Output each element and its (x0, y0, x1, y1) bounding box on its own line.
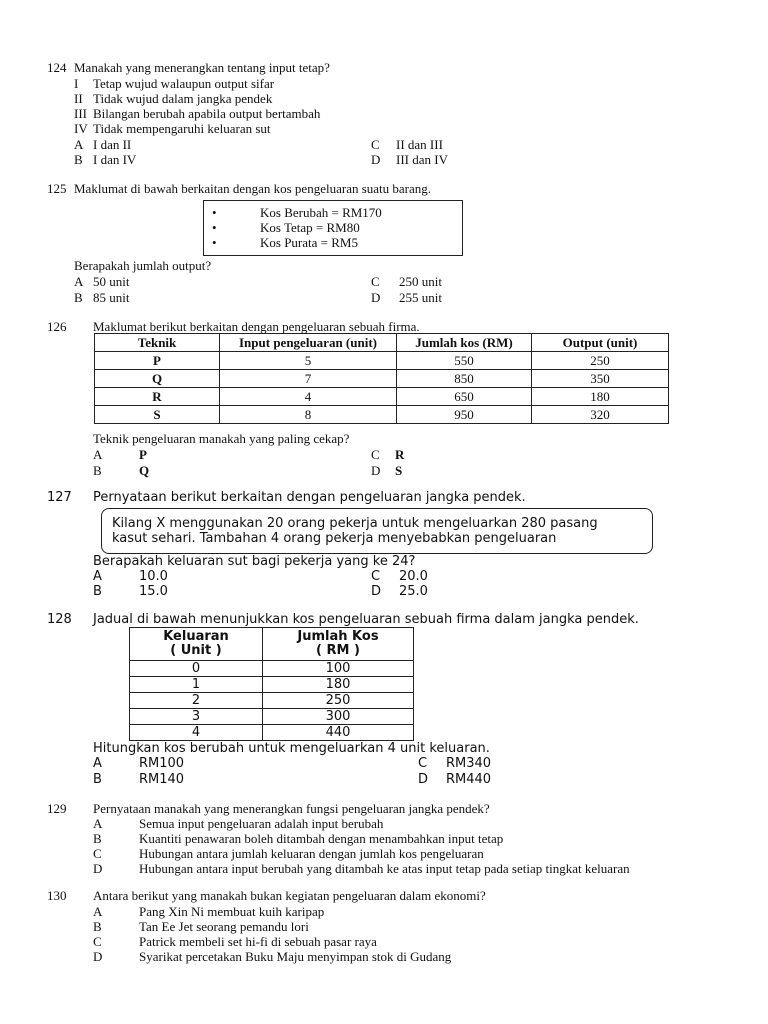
table-row (130, 693, 414, 709)
question-number: 127 (47, 490, 72, 505)
column-header: Input pengeluaran (unit) (220, 334, 397, 352)
header-line: Jumlah Kos (297, 629, 379, 644)
option-c[interactable]: 250 unit (399, 274, 442, 289)
option-c[interactable]: R (395, 447, 405, 462)
option-c[interactable]: Hubungan antara jumlah keluaran dengan jumlah kos pengeluaran (139, 846, 484, 861)
question-number: 130 (47, 888, 67, 903)
bullet-icon: • (212, 205, 217, 220)
table-cell: 2 (130, 693, 263, 709)
option-letter: B (93, 463, 102, 478)
option-a[interactable]: 10.0 (139, 569, 168, 584)
table-cell: 4 (130, 725, 263, 741)
option-b[interactable]: I dan IV (93, 152, 137, 167)
option-b[interactable]: 15.0 (139, 584, 168, 599)
option-a[interactable]: 50 unit (93, 274, 130, 289)
table-cell: 100 (263, 661, 414, 677)
table-cell: 3 (130, 709, 263, 725)
question-number: 125 (47, 181, 67, 196)
question-text: Maklumat di bawah berkaitan dengan kos pengeluaran suatu barang. (74, 181, 432, 196)
table-row (130, 709, 414, 725)
option-c[interactable]: Patrick membeli set hi-fi di sebuah pasar raya (139, 934, 377, 949)
table-row (95, 388, 669, 406)
option-letter: A (93, 569, 102, 584)
table-cell: 8 (220, 406, 397, 424)
statement-roman: I (74, 76, 79, 91)
option-letter: B (93, 584, 102, 599)
column-header: Teknik (95, 334, 220, 352)
option-letter: D (93, 949, 103, 964)
info-box (101, 508, 653, 554)
info-box (203, 200, 463, 256)
option-letter: C (371, 137, 380, 152)
option-d[interactable]: 255 unit (399, 290, 442, 305)
question-text: Pernyataan manakah yang menerangkan fungsi pengeluaran jangka pendek? (93, 801, 490, 816)
option-letter: B (74, 290, 83, 305)
column-header: Jumlah kos (RM) (397, 334, 532, 352)
production-table (94, 333, 669, 424)
table-cell: R (95, 388, 220, 406)
info-line: kasut sehari. Tambahan 4 orang pekerja menyebabkan pengeluaran (112, 531, 557, 546)
table-cell: 950 (397, 406, 532, 424)
table-row (95, 370, 669, 388)
option-letter: D (371, 290, 381, 305)
option-a[interactable]: I dan II (93, 137, 132, 152)
table-cell: Q (95, 370, 220, 388)
question-prompt: Berapakah keluaran sut bagi pekerja yang ke 24? (93, 554, 416, 569)
table-cell: 180 (263, 677, 414, 693)
statement-roman: II (74, 91, 83, 106)
statement-text: Bilangan berubah apabila output bertambah (93, 106, 321, 121)
table-row (130, 725, 414, 741)
table-row (95, 352, 669, 370)
question-text: Jadual di bawah menunjukkan kos pengeluaran sebuah firma dalam jangka pendek. (93, 612, 639, 627)
question-prompt: Berapakah jumlah output? (74, 258, 212, 273)
option-letter: D (371, 463, 381, 478)
option-letter: A (93, 904, 103, 919)
column-header (130, 628, 263, 661)
statement-roman: IV (74, 121, 88, 136)
option-b[interactable]: Q (139, 463, 150, 478)
option-letter: C (371, 447, 380, 462)
option-letter: B (93, 919, 102, 934)
option-letter: D (93, 861, 103, 876)
question-text: Manakah yang menerangkan tentang input tetap? (74, 60, 330, 75)
table-cell: 7 (220, 370, 397, 388)
option-c[interactable]: II dan III (396, 137, 443, 152)
option-b[interactable]: Kuantiti penawaran boleh ditambah dengan menambahkan input tetap (139, 831, 504, 846)
table-cell: 250 (532, 352, 669, 370)
info-item: Kos Purata = RM5 (260, 235, 358, 250)
bullet-icon: • (212, 235, 217, 250)
header-line: Keluaran (163, 629, 229, 644)
option-letter: C (371, 569, 381, 584)
table-header-row (95, 334, 669, 352)
header-line: ( RM ) (316, 643, 360, 658)
option-letter: A (74, 137, 84, 152)
column-header: Output (unit) (532, 334, 669, 352)
option-letter: D (371, 584, 382, 599)
option-c[interactable]: RM340 (446, 756, 492, 771)
table-cell: 0 (130, 661, 263, 677)
question-prompt: Hitungkan kos berubah untuk mengeluarkan 4 unit keluaran. (93, 741, 490, 756)
statement-text: Tidak mempengaruhi keluaran sut (93, 121, 271, 136)
question-number: 129 (47, 801, 67, 816)
option-a[interactable]: Semua input pengeluaran adalah input berubah (139, 816, 384, 831)
option-letter: C (418, 756, 428, 771)
table-cell: 250 (263, 693, 414, 709)
option-letter: B (74, 152, 83, 167)
table-cell: 440 (263, 725, 414, 741)
table-cell: S (95, 406, 220, 424)
statement-text: Tidak wujud dalam jangka pendek (93, 91, 273, 106)
option-b[interactable]: Tan Ee Jet seorang pemandu lori (139, 919, 309, 934)
table-cell: P (95, 352, 220, 370)
option-a[interactable]: Pang Xin Ni membuat kuih karipap (139, 904, 325, 919)
question-number: 128 (47, 612, 72, 627)
question-number: 126 (47, 319, 67, 334)
option-letter: B (93, 772, 102, 787)
option-letter: D (418, 772, 429, 787)
option-letter: A (93, 816, 103, 831)
option-letter: A (93, 756, 102, 771)
table-cell: 550 (397, 352, 532, 370)
option-a[interactable]: RM100 (139, 756, 185, 771)
info-item: Kos Berubah = RM170 (260, 205, 382, 220)
option-c[interactable]: 20.0 (399, 569, 428, 584)
table-cell: 180 (532, 388, 669, 406)
cost-table (129, 627, 414, 741)
table-row (130, 661, 414, 677)
option-b[interactable]: 85 unit (93, 290, 130, 305)
table-cell: 1 (130, 677, 263, 693)
option-d[interactable]: 25.0 (399, 584, 428, 599)
statement-text: Tetap wujud walaupun output sifar (93, 76, 275, 91)
option-a[interactable]: P (139, 447, 147, 462)
option-letter: C (93, 846, 102, 861)
option-b[interactable]: RM140 (139, 772, 185, 787)
option-d[interactable]: III dan IV (396, 152, 448, 167)
table-cell: 300 (263, 709, 414, 725)
question-text: Antara berikut yang manakah bukan kegiatan pengeluaran dalam ekonomi? (93, 888, 486, 903)
table-row (95, 406, 669, 424)
table-row (130, 677, 414, 693)
table-cell: 850 (397, 370, 532, 388)
option-d[interactable]: Hubungan antara input berubah yang ditambah ke atas input tetap pada setiap tingkat keluaran (139, 861, 630, 876)
option-letter: C (371, 274, 380, 289)
column-header (263, 628, 414, 661)
info-line: Kilang X menggunakan 20 orang pekerja untuk mengeluarkan 280 pasang (112, 516, 598, 531)
question-number: 124 (47, 60, 67, 75)
option-letter: A (74, 274, 84, 289)
option-letter: C (93, 934, 102, 949)
option-letter: D (371, 152, 381, 167)
option-letter: A (93, 447, 103, 462)
table-cell: 5 (220, 352, 397, 370)
statement-roman: III (74, 106, 87, 121)
table-cell: 350 (532, 370, 669, 388)
option-d[interactable]: Syarikat percetakan Buku Maju menyimpan stok di Gudang (139, 949, 452, 964)
table-header-row (130, 628, 414, 661)
table-cell: 4 (220, 388, 397, 406)
option-d[interactable]: S (395, 463, 403, 478)
info-item: Kos Tetap = RM80 (260, 220, 360, 235)
bullet-icon: • (212, 220, 217, 235)
table-cell: 650 (397, 388, 532, 406)
question-text: Maklumat berikut berkaitan dengan pengeluaran sebuah firma. (93, 319, 420, 334)
option-d[interactable]: RM440 (446, 772, 492, 787)
header-line: ( Unit ) (170, 643, 222, 658)
question-text: Pernyataan berikut berkaitan dengan pengeluaran jangka pendek. (93, 490, 526, 505)
question-prompt: Teknik pengeluaran manakah yang paling cekap? (93, 431, 350, 446)
table-cell: 320 (532, 406, 669, 424)
option-letter: B (93, 831, 102, 846)
